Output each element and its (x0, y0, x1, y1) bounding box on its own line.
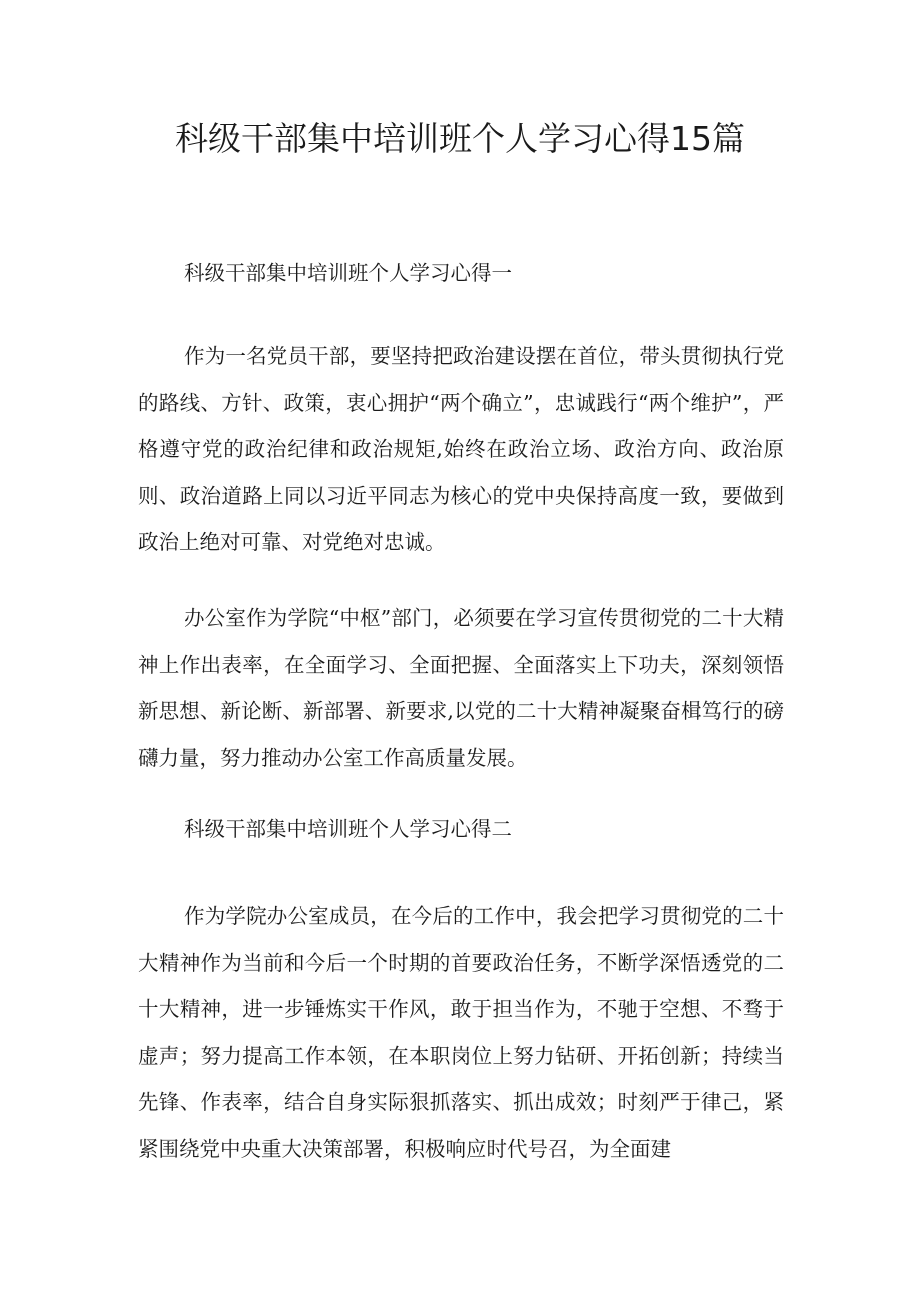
section-heading-2: 科级干部集中培训班个人学习心得二 (184, 817, 512, 841)
paragraph-1-1: 作为一名党员干部，要坚持把政治建设摆在首位，带头贯彻执行党的路线、方针、政策，衷心拥护“两个确立”，忠诚践行“两个维护”，严格遵守党的政治纪律和政治规矩,始终在政治立场、政治方向、政治原则、政治道路上同以习近平同志为核心的党中央保持高度一致，要做到政治上绝对可靠、对党绝对忠诚。 (138, 344, 784, 554)
paragraph-2-1: 作为学院办公室成员，在今后的工作中，我会把学习贯彻党的二十大精神作为当前和今后一个时期的首要政治任务，不断学深悟透党的二十大精神，进一步锤炼实干作风，敢于担当作为，不驰于空想、不骛于虚声；努力提高工作本领，在本职岗位上努力钻研、开拓创新；持续当先锋、作表率，结合自身实际狠抓落实、抓出成效；时刻严于律己，紧紧围绕党中央重大决策部署，积极响应时代号召，为全面建 (138, 904, 784, 1161)
section-heading-1: 科级干部集中培训班个人学习心得一 (184, 261, 512, 285)
paragraph-1-2: 办公室作为学院“中枢”部门，必须要在学习宣传贯彻党的二十大精神上作出表率，在全面学习、全面把握、全面落实上下功夫，深刻领悟新思想、新论断、新部署、新要求,以党的二十大精神凝聚奋楫笃行的磅礴力量，努力推动办公室工作高质量发展。 (138, 606, 784, 770)
document-title: 科级干部集中培训班个人学习心得15篇 (175, 119, 745, 158)
